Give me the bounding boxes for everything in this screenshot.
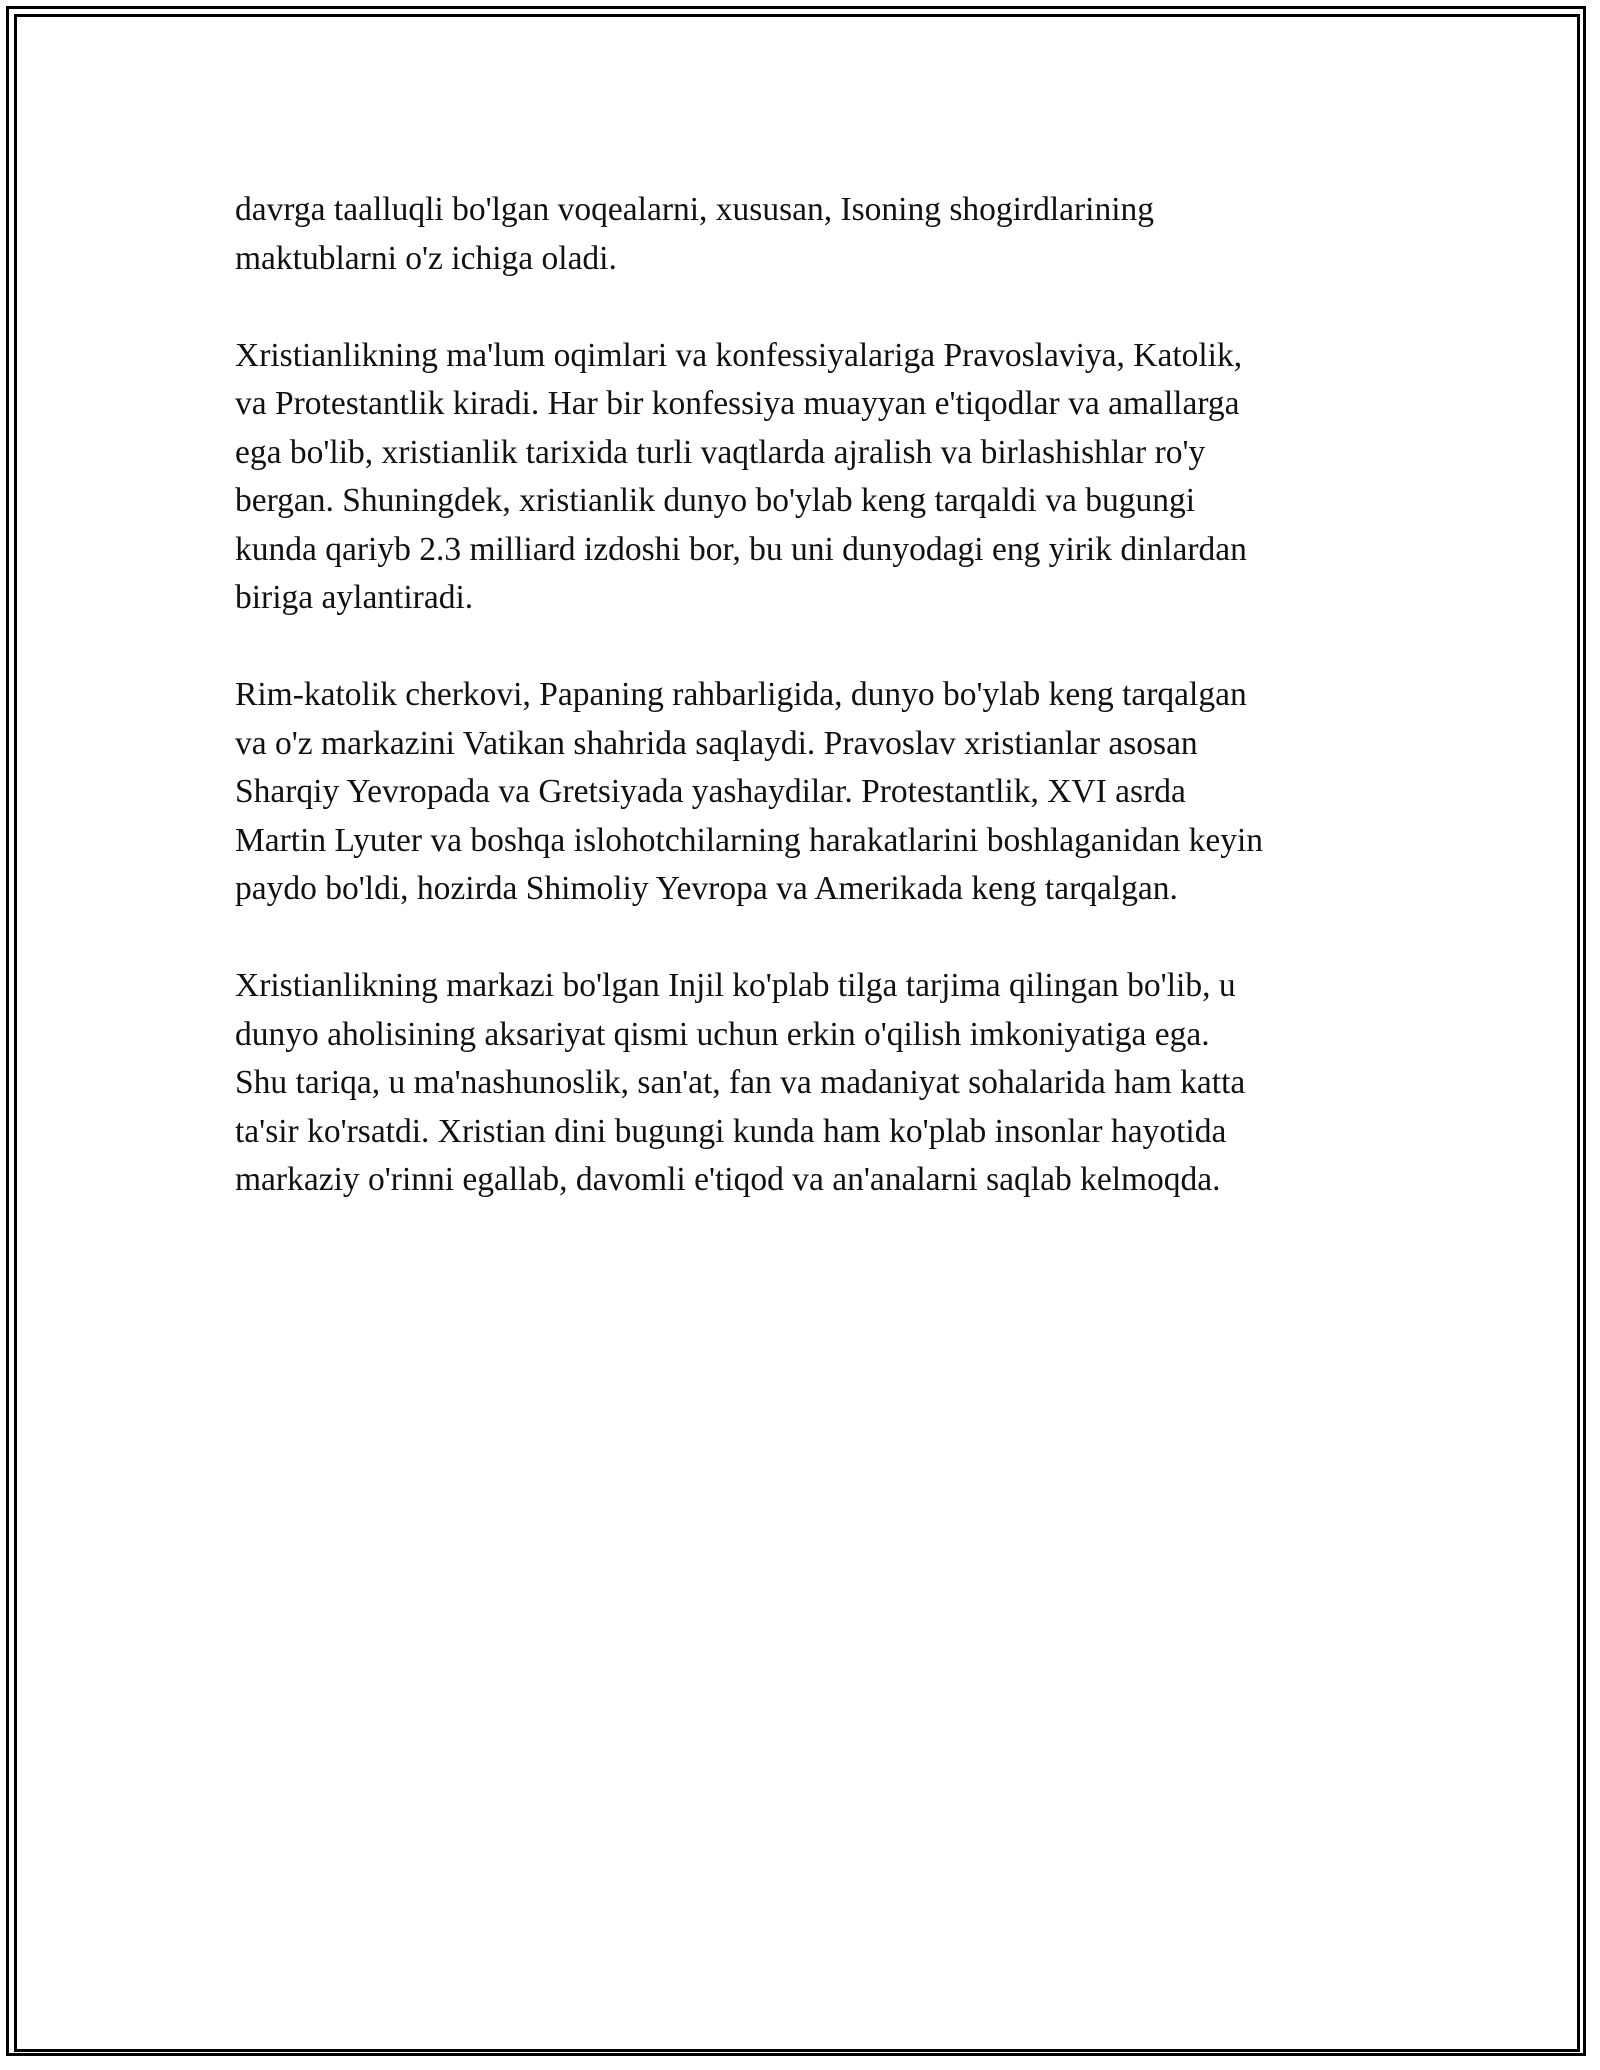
paragraph-2: Xristianlikning ma'lum oqimlari va konfessiyalariga Pravoslaviya, Katolik, va Protestantlik kiradi. Har bir konfessiya muayyan e'tiqodlar va amallarga ega bo'lib, xristianlik tarixida turli vaqtlarda ajralish va birlashishlar ro'y bergan. Shuningdek, xristianlik dunyo bo'ylab keng tarqaldi va bugungi kunda qariyb 2.3 milliard izdoshi bor, bu uni dunyodagi eng yirik dinlardan biriga aylantiradi.: [235, 336, 1247, 616]
paragraph-4: Xristianlikning markazi bo'lgan Injil ko'plab tilga tarjima qilingan bo'lib, u dunyo aholisining aksariyat qismi uchun erkin o'qilish imkoniyatiga ega. Shu tariqa, u ma'nashunoslik, san'at, fan va madaniyat sohalarida ham katta ta'sir ko'rsatdi. Xristian dini bugungi kunda ham ko'plab insonlar hayotida markaziy o'rinni egallab, davomli e'tiqod va an'analarni saqlab kelmoqda.: [235, 967, 1246, 1198]
paragraph-1: davrga taalluqli bo'lgan voqealarni, xususan, Isoning shogirdlarining maktublarni o'z ichiga oladi.: [235, 191, 1155, 277]
paragraph-3: Rim-katolik cherkovi, Papaning rahbarligida, dunyo bo'ylab keng tarqalgan va o'z markazini Vatikan shahrida saqlaydi. Pravoslav xristianlar asosan Sharqiy Yevropada va Gretsiyada yashaydilar. Protestantlik, XVI asrda Martin Lyuter va boshqa islohotchilarning harakatlarini boshlaganidan keyin paydo bo'ldi, hozirda Shimoliy Yevropa va Amerikada keng tarqalgan.: [235, 676, 1263, 907]
document-body: [235, 186, 1370, 1253]
